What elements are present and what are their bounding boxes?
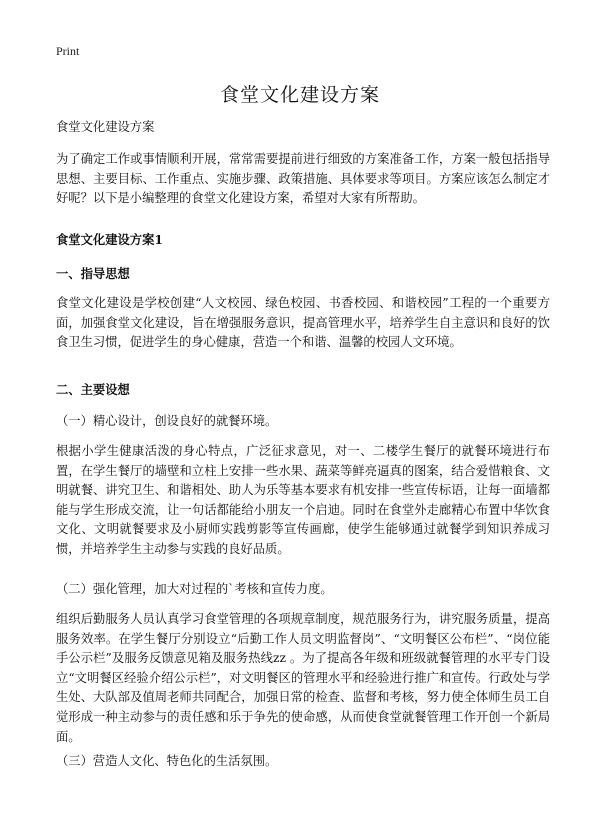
subsection-heading-management: （二）强化管理，加大对过程的`考核和宣传力度。 <box>56 582 333 596</box>
subsection-heading-atmosphere: （三）营造人文化、特色化的生活氛围。 <box>56 754 278 768</box>
section-heading-guiding-ideology: 一、指导思想 <box>56 266 130 281</box>
print-link[interactable]: Print <box>56 44 80 58</box>
section-paragraph-guiding-ideology: 食堂文化建设是学校创建“人文校园、绿色校园、书香校园、和谐校园”工程的一个重要方面，加强食堂文化建设，旨在增强服务意识，提高管理水平，培养学生自主意识和良好的饮食卫生习惯，促进学生的身心健康，营造一个和谐、温馨的校园人文环境。 <box>56 296 550 350</box>
plan-heading: 食堂文化建设方案1 <box>56 232 163 247</box>
subsection-heading-dining-environment: （一）精心设计，创设良好的就餐环境。 <box>56 414 278 428</box>
intro-paragraph: 为了确定工作或事情顺利开展，常常需要提前进行细致的方案准备工作，方案一般包括指导思想、主要目标、工作重点、实施步骤、政策措施、具体要求等项目。方案应该怎么制定才好呢？以下是小编整理的食堂文化建设方案，希望对大家有所帮助。 <box>56 152 550 206</box>
document-title: 食堂文化建设方案 <box>219 84 380 106</box>
subsection-paragraph-management: 组织后勤服务人员认真学习食堂管理的各项规章制度，规范服务行为，讲究服务质量，提高服务效率。在学生餐厅分别设立“后勤工作人员文明监督岗”、“文明餐区公布栏”、“岗位能手公示栏”及服务反馈意见箱及服务热线zz 。为了提高各年级和班级就餐管理的水平专门设立“文明餐区经验介绍公示栏”，对文明餐区的管理水平和经验进行推广和宣传。行政处与学生处、大队部及值周老师共同配合，加强日常的检查、监督和考核，努力使全体师生员工自觉形成一种主动参与的责任感和乐于争先的使命感，从而使食堂就餐管理工作开创一个新局面。 <box>56 612 550 744</box>
section-heading-main-ideas: 二、主要设想 <box>56 382 130 397</box>
document-subtitle: 食堂文化建设方案 <box>56 120 155 134</box>
subsection-paragraph-dining-environment: 根据小学生健康活泼的身心特点，广泛征求意见，对一、二楼学生餐厅的就餐环境进行布置，在学生餐厅的墙壁和立柱上安排一些水果、蔬菜等鲜亮逼真的图案，结合爱惜粮食、文明就餐、讲究卫生、和谐相处、助人为乐等基本要求有机安排一些宣传标语，让每一面墙都能与学生形成交流，让一句话都能给小朋友一个启迪。同时在食堂外走廊精心布置中华饮食文化、文明就餐要求及小厨师实践剪影等宣传画廊，使学生能够通过就餐学到知识养成习惯，并培养学生主动参与实践的良好品质。 <box>56 444 550 556</box>
